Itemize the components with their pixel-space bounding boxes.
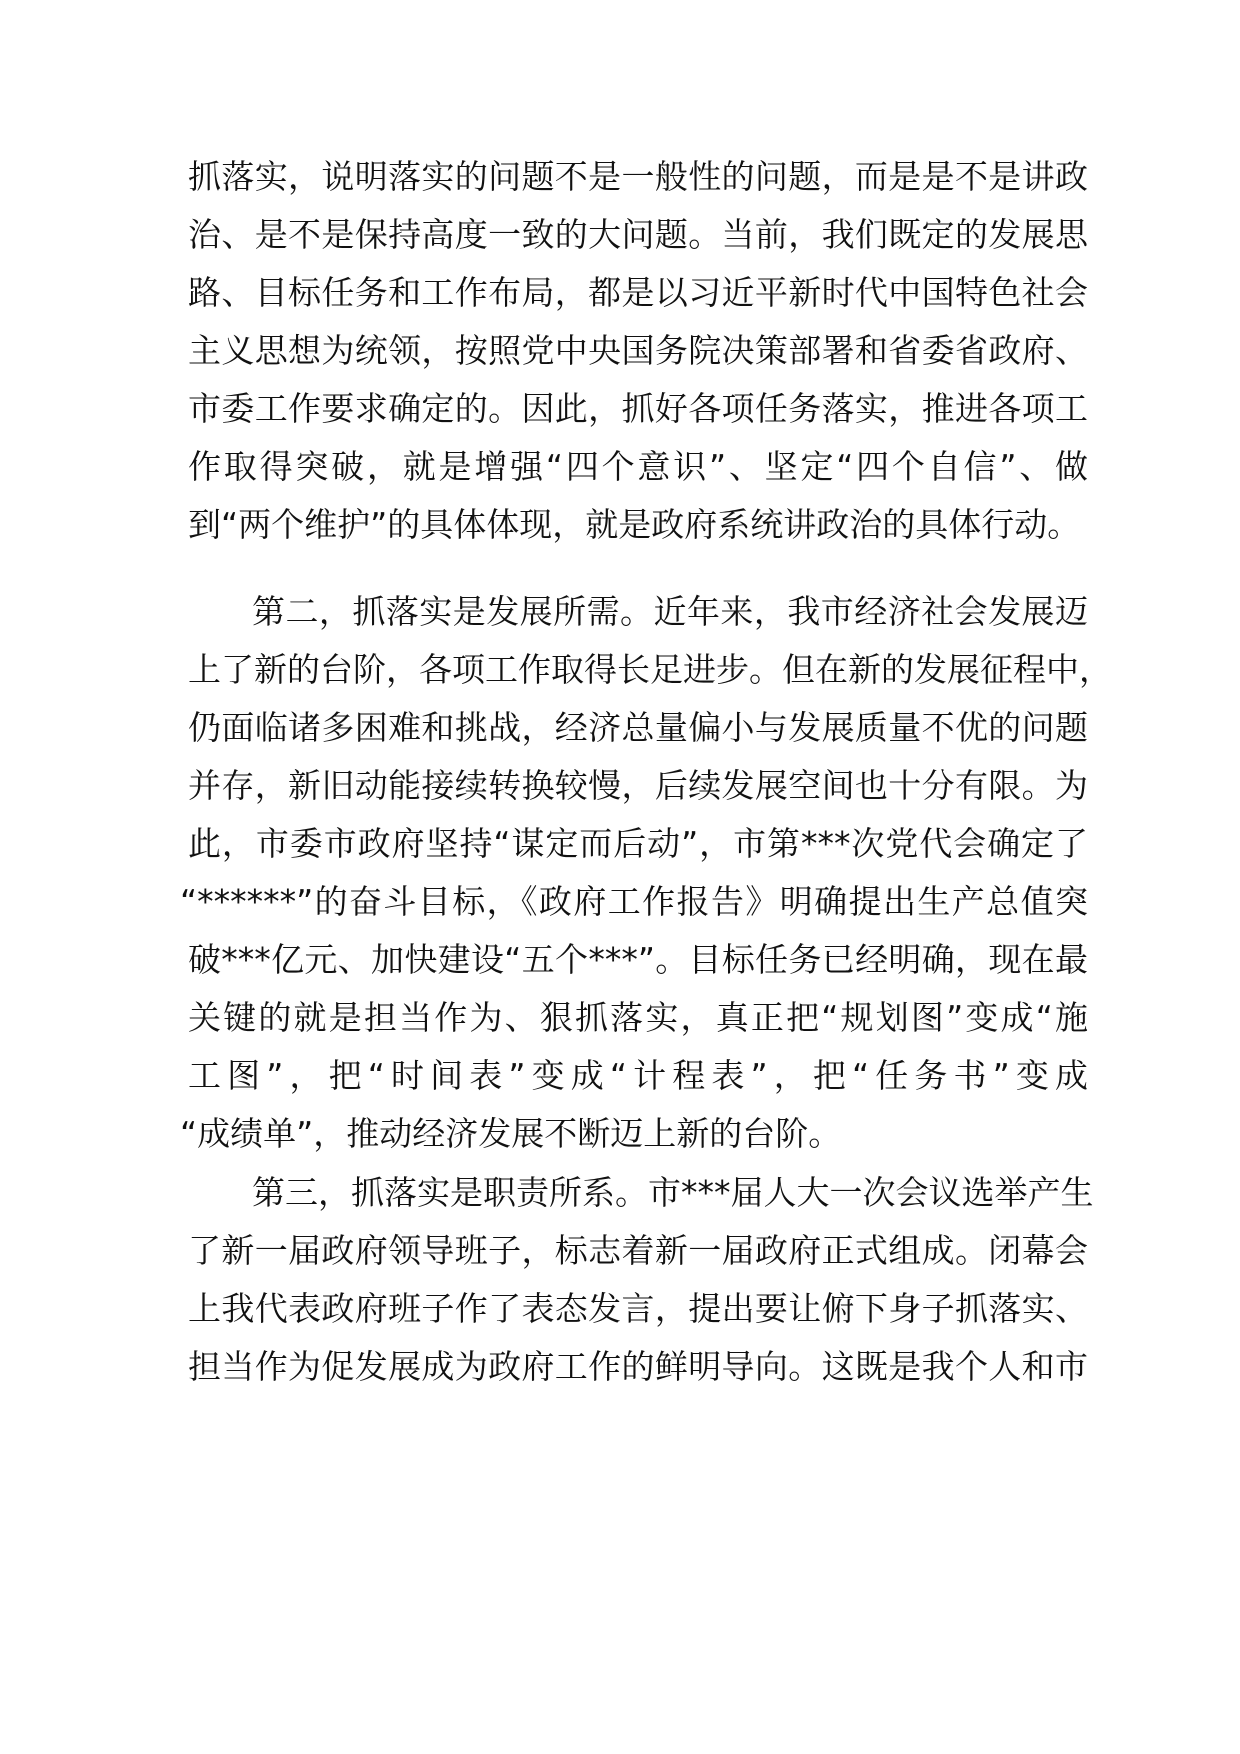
paragraph-1-line-4: 主义思想为统领，按照党中央国务院决策部署和省委省政府、 [188, 331, 1088, 370]
paragraph-3-line-3: 上我代表政府班子作了表态发言，提出要让俯下身子抓落实、 [188, 1289, 1088, 1328]
paragraph-2-line-6: “******”的奋斗目标，《政府工作报告》明确提出生产总值突 [180, 882, 1088, 921]
paragraph-1-line-3: 路、目标任务和工作布局，都是以习近平新时代中国特色社会 [188, 273, 1088, 312]
paragraph-2-line-1: 第二，抓落实是发展所需。近年来，我市经济社会发展迈 [252, 592, 1088, 631]
paragraph-1-line-7: 到“两个维护”的具体体现，就是政府系统讲政治的具体行动。 [188, 505, 1081, 544]
paragraph-3-line-2: 了新一届政府领导班子，标志着新一届政府正式组成。闭幕会 [188, 1231, 1088, 1270]
paragraph-2-line-2: 上了新的台阶，各项工作取得长足进步。但在新的发展征程中， [188, 650, 1112, 689]
paragraph-1-line-6: 作取得突破，就是增强“四个意识”、坚定“四个自信”、做 [188, 447, 1088, 486]
paragraph-2-line-5: 此，市委市政府坚持“谋定而后动”，市第***次党代会确定了 [188, 824, 1088, 863]
paragraph-1-line-5: 市委工作要求确定的。因此，抓好各项任务落实，推进各项工 [188, 389, 1088, 428]
paragraph-2-line-4: 并存，新旧动能接续转换较慢，后续发展空间也十分有限。为 [188, 766, 1088, 805]
paragraph-1-line-1: 抓落实，说明落实的问题不是一般性的问题，而是是不是讲政 [188, 157, 1088, 196]
paragraph-2-line-10: “成绩单”，推动经济发展不断迈上新的台阶。 [180, 1114, 842, 1153]
paragraph-2-line-3: 仍面临诸多困难和挑战，经济总量偏小与发展质量不优的问题 [188, 708, 1088, 747]
paragraph-3-line-4: 担当作为促发展成为政府工作的鲜明导向。这既是我个人和市 [188, 1347, 1088, 1386]
paragraph-3-line-1: 第三，抓落实是职责所系。市***届人大一次会议选举产生 [252, 1173, 1094, 1212]
paragraph-2-line-8: 关键的就是担当作为、狠抓落实，真正把“规划图”变成“施 [188, 998, 1088, 1037]
paragraph-1-line-2: 治、是不是保持高度一致的大问题。当前，我们既定的发展思 [188, 215, 1088, 254]
paragraph-2-line-9: 工图”，把“时间表”变成“计程表”，把“任务书”变成 [188, 1056, 1088, 1095]
paragraph-2-line-7: 破***亿元、加快建设“五个***”。目标任务已经明确，现在最 [188, 940, 1088, 979]
